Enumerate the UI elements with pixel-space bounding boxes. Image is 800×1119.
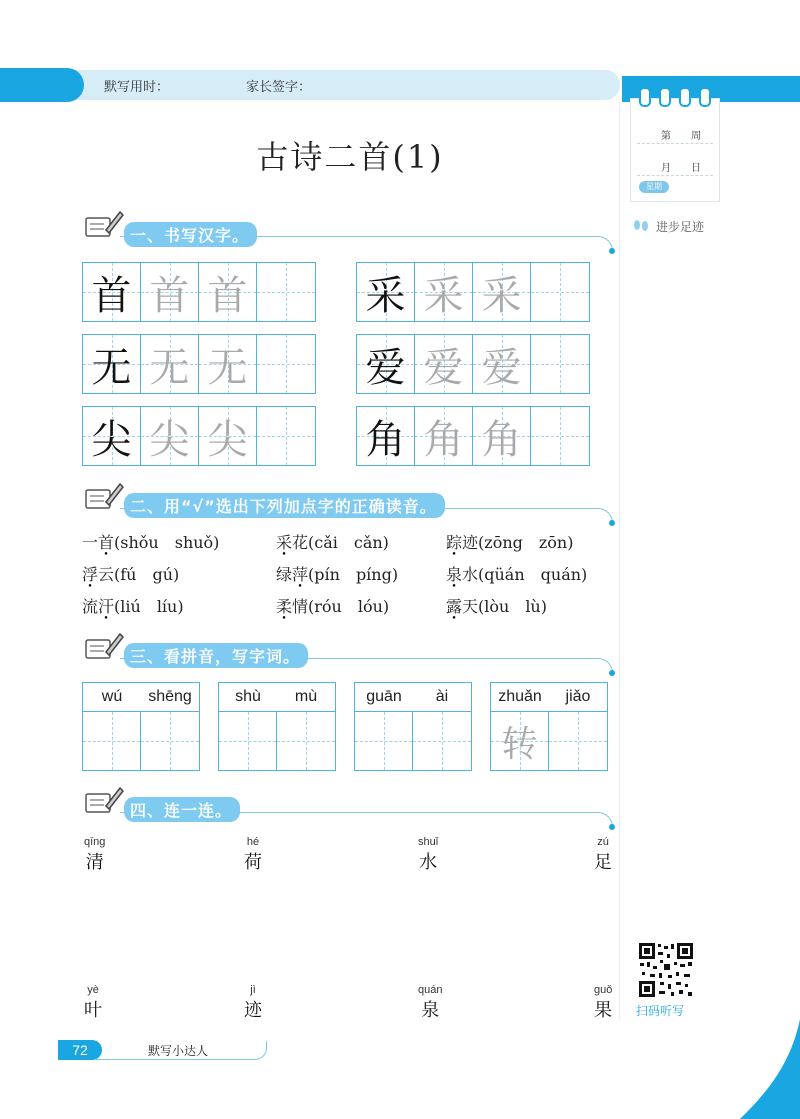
- pinyin-header: [83, 683, 199, 712]
- pinyin-syllable: mù: [294, 688, 318, 705]
- writing-row: [356, 334, 590, 394]
- connect-item[interactable]: [594, 984, 612, 1022]
- header-cap: [0, 68, 84, 102]
- writing-row: [356, 406, 590, 466]
- connect-character: 叶: [84, 1000, 102, 1021]
- pinyin-header: [219, 683, 335, 712]
- connect-pinyin: shuǐ: [418, 836, 439, 848]
- pinyin-choice[interactable]: [446, 562, 587, 585]
- trace-character: 采: [481, 272, 522, 319]
- dotted-character: 首: [98, 533, 115, 552]
- ring-icon: [679, 87, 691, 107]
- dotted-character: 柔: [276, 597, 293, 616]
- ring-icon: [639, 87, 651, 107]
- empty-writing-cell[interactable]: [257, 263, 315, 321]
- dotted-character: 浮: [82, 565, 99, 584]
- dotted-character: 露: [446, 597, 463, 616]
- trace-character: 尖: [207, 416, 248, 463]
- empty-writing-cell[interactable]: [531, 263, 589, 321]
- connect-item[interactable]: [84, 836, 105, 874]
- choice-options: (pín píng): [308, 565, 399, 584]
- pinyin-syllable: jiǎo: [565, 688, 591, 705]
- calendar-week: 第 周: [661, 131, 701, 142]
- writing-cell: [415, 407, 473, 465]
- connect-pinyin: zú: [597, 836, 609, 848]
- pinyin-choice[interactable]: [276, 562, 398, 585]
- pinyin-header: [355, 683, 471, 712]
- choice-options: 天(lòu lù): [462, 597, 547, 616]
- section3-title: 三、看拼音，写字词。: [124, 643, 308, 668]
- writing-row: [82, 262, 316, 322]
- writing-row: [82, 406, 316, 466]
- trace-character: 爱: [481, 344, 522, 391]
- pinyin-write-box: [82, 682, 200, 771]
- writing-grid-left: [82, 262, 316, 478]
- writing-cell: [357, 407, 415, 465]
- pinyin-choice[interactable]: [446, 530, 573, 553]
- connect-pinyin: guǒ: [594, 984, 613, 996]
- section-dot: [609, 520, 615, 526]
- choice-options: (shǒu shuǒ): [114, 533, 220, 552]
- connect-bottom-row: [0, 984, 640, 1024]
- model-character: 无: [91, 344, 132, 391]
- ring-icon: [659, 87, 671, 107]
- section2-title: 二、用“√”选出下列加点字的正确读音。: [124, 493, 445, 518]
- pinyin-choice[interactable]: [82, 562, 179, 585]
- pinyin-choice[interactable]: [446, 594, 547, 617]
- choice-options: 情(róu lóu): [292, 597, 390, 616]
- pen-icon: [84, 784, 124, 816]
- trace-character: 角: [423, 416, 464, 463]
- ring-icon: [699, 87, 711, 107]
- pinyin-syllable: shù: [235, 688, 261, 705]
- qr-code-icon[interactable]: [638, 942, 694, 998]
- weekday-badge: 星期: [639, 181, 669, 193]
- connect-item[interactable]: [244, 984, 262, 1022]
- time-label: 默写用时：: [104, 79, 170, 94]
- pinyin-write-area: [82, 682, 608, 771]
- model-character: 爱: [365, 344, 406, 391]
- writing-cell: [473, 335, 531, 393]
- writing-cell: [141, 263, 199, 321]
- choice-prefix: 流: [82, 597, 99, 616]
- writing-cell: [415, 335, 473, 393]
- empty-writing-cell[interactable]: [531, 335, 589, 393]
- choice-prefix: 一: [82, 533, 99, 552]
- writing-cell: [141, 335, 199, 393]
- corner-decoration: [740, 1019, 800, 1119]
- connect-character: 水: [419, 852, 438, 873]
- page-title: 古诗二首(1): [256, 138, 444, 176]
- choice-options: (liú líu): [114, 597, 184, 616]
- dotted-character: 采: [276, 533, 293, 552]
- answer-cells: [219, 712, 335, 770]
- book-series: 默写小达人: [148, 1044, 209, 1058]
- model-character: 角: [365, 416, 406, 463]
- writing-cell: [199, 263, 257, 321]
- writing-grid-right: [356, 262, 590, 478]
- dotted-character: 汗: [98, 597, 115, 616]
- connect-pinyin: qīng: [84, 836, 106, 848]
- writing-cell: [415, 263, 473, 321]
- pen-icon: [84, 208, 124, 240]
- trace-character: 转: [501, 723, 538, 765]
- writing-cell: [83, 263, 141, 321]
- pen-icon: [84, 480, 124, 512]
- trace-character: 爱: [423, 344, 464, 391]
- connect-character: 迹: [244, 1000, 262, 1021]
- writing-row: [82, 334, 316, 394]
- choice-options: 迹(zōng zōn): [462, 533, 574, 552]
- writing-cell: [199, 335, 257, 393]
- pinyin-choice[interactable]: [82, 530, 219, 553]
- trace-character: 采: [423, 272, 464, 319]
- connect-pinyin: hé: [246, 836, 260, 848]
- choice-prefix: 绿: [276, 565, 293, 584]
- answer-cells: [355, 712, 471, 770]
- choice-options: 水(qüán quán): [462, 565, 588, 584]
- answer-cell[interactable]: [549, 712, 607, 770]
- answer-cell[interactable]: [413, 712, 471, 770]
- trace-character: 尖: [149, 416, 190, 463]
- pinyin-choices: [0, 530, 620, 630]
- writing-cell: [199, 407, 257, 465]
- empty-writing-cell[interactable]: [257, 335, 315, 393]
- sign-label: 家长签字：: [246, 79, 312, 94]
- writing-cell: [83, 407, 141, 465]
- trace-character: 首: [207, 272, 248, 319]
- connect-pinyin: quán: [418, 984, 443, 996]
- pinyin-syllable: ài: [435, 688, 449, 705]
- pinyin-choice[interactable]: [276, 594, 389, 617]
- writing-cell: [83, 335, 141, 393]
- section-dot: [609, 670, 615, 676]
- connect-item[interactable]: [244, 836, 262, 874]
- answer-cell[interactable]: [141, 712, 199, 770]
- pinyin-syllable: wú: [101, 688, 123, 705]
- answer-cell[interactable]: [355, 712, 413, 770]
- connect-item[interactable]: [84, 984, 102, 1022]
- pinyin-choice[interactable]: [276, 530, 389, 553]
- answer-cell[interactable]: [277, 712, 335, 770]
- empty-writing-cell[interactable]: [257, 407, 315, 465]
- model-character: 采: [365, 272, 406, 319]
- pinyin-choice[interactable]: [82, 594, 184, 617]
- connect-character: 清: [85, 852, 104, 873]
- trace-character: 角: [481, 416, 522, 463]
- writing-cell: [141, 407, 199, 465]
- answer-cell[interactable]: [491, 712, 549, 770]
- page-number: 72: [58, 1040, 102, 1060]
- pinyin-write-box: [490, 682, 608, 771]
- footprint-icon: [632, 217, 650, 233]
- choice-options: 花(cǎi cǎn): [292, 533, 389, 552]
- trace-character: 无: [149, 344, 190, 391]
- section4-title: 四、连一连。: [124, 797, 240, 822]
- calendar-date: 月 日: [661, 163, 701, 174]
- model-character: 首: [91, 272, 132, 319]
- answer-cell[interactable]: [219, 712, 277, 770]
- pen-icon: [84, 630, 124, 662]
- trace-character: 无: [207, 344, 248, 391]
- trace-character: 首: [149, 272, 190, 319]
- writing-cell: [357, 263, 415, 321]
- writing-cell: [473, 263, 531, 321]
- connect-item[interactable]: [418, 836, 438, 874]
- connect-character: 荷: [244, 852, 262, 873]
- model-character: 尖: [91, 416, 132, 463]
- section-dot: [609, 248, 615, 254]
- pinyin-write-box: [354, 682, 472, 771]
- connect-item[interactable]: [418, 984, 442, 1022]
- writing-cell: [357, 335, 415, 393]
- section1-title: 一、书写汉字。: [124, 222, 257, 247]
- connect-character: 泉: [421, 1000, 440, 1021]
- empty-writing-cell[interactable]: [531, 407, 589, 465]
- section-dot: [609, 824, 615, 830]
- connect-pinyin: yè: [87, 984, 99, 996]
- connect-character: 果: [594, 1000, 613, 1021]
- answer-cells: [83, 712, 199, 770]
- connect-item[interactable]: [594, 836, 612, 874]
- dotted-character: 泉: [446, 565, 463, 584]
- pinyin-syllable: shēng: [148, 688, 192, 705]
- connect-top-row: [0, 836, 640, 876]
- dotted-character: 萍: [292, 565, 309, 584]
- choice-options: 云(fú gú): [98, 565, 180, 584]
- writing-row: [356, 262, 590, 322]
- answer-cell[interactable]: [83, 712, 141, 770]
- progress-label: 进步足迹: [656, 220, 705, 234]
- pinyin-header: [491, 683, 607, 712]
- pinyin-syllable: zhuǎn: [498, 688, 542, 705]
- writing-cell: [473, 407, 531, 465]
- dotted-character: 踪: [446, 533, 463, 552]
- pinyin-syllable: guān: [366, 688, 402, 705]
- scan-label: 扫码听写: [636, 1004, 685, 1018]
- connect-pinyin: jì: [250, 984, 256, 996]
- connect-character: 足: [594, 852, 612, 873]
- pinyin-write-box: [218, 682, 336, 771]
- answer-cells: [491, 712, 607, 770]
